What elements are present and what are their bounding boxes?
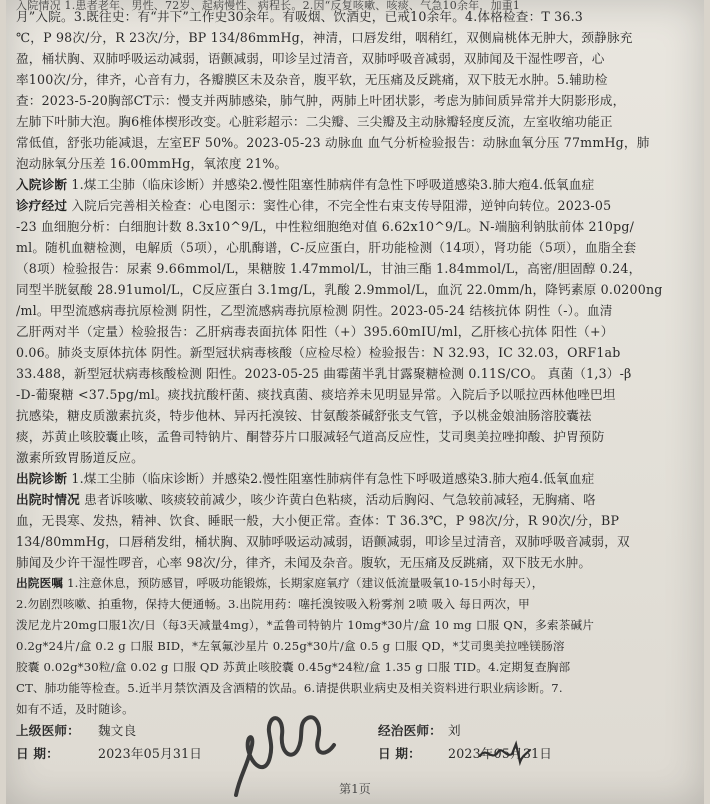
orders-line: 0.2g*24片/盒 0.2 g 口服 BID，*左氧氟沙星片 0.25g*30片/盒 0.5 g 口服 QD，*艾司奥美拉唑镁肠溶 [16, 639, 565, 653]
condition-line: 出院时情况 患者诉咳嗽、咳痰较前减少，咳少许黄白色粘痰，活动后胸闷、气急较前减轻，无胸痛、咯 [16, 492, 596, 507]
admission-line: 月”入院。3.既往史：有“井下”工作史30余年。有吸烟、饮酒史，已戒10余年。4.体格检查：T 36.3 [16, 9, 584, 24]
condition-label: 出院时情况 [16, 492, 80, 507]
course-line: 同型半胱氨酸 28.91umol/L，C反应蛋白 3.1mg/L，乳酸 2.9mmol/L，血沉 22.0mm/h，降钙素原 0.0200ng [16, 282, 663, 297]
course-line: 痰，苏黄止咳胶囊止咳，孟鲁司特钠片、酮替芬片口服减轻气道高反应性，艾司奥美拉唑抑酸、护胃预防 [16, 429, 605, 444]
course-line: （8项）检验报告：尿素 9.66mmol/L，果糖胺 1.47mmol/L，甘油三酯 1.84mmol/L，高密/胆固醇 0.24， [16, 261, 642, 276]
condition-line: 血，无畏寒、发热，精神、饮食、睡眠一般，大小便正常。查体：T 36.3℃，P 98次/分，R 90次/分，BP [16, 513, 620, 528]
condition-line: 134/80mmHg，口唇稍发绀，桶状胸、双肺呼吸运动减弱，语颤减弱，叩诊呈过清音，双肺呼吸音减弱，双 [16, 534, 630, 549]
document-sheet [6, 0, 704, 804]
admission-diagnosis-text: 1.煤工尘肺（临床诊断）并感染2.慢性阻塞性肺病伴有急性下呼吸道感染3.肺大疱4.低氧血症 [67, 177, 595, 192]
page-number: 第1页 [339, 782, 371, 796]
date-right: 2023年05月31日 [448, 746, 553, 761]
date-row [16, 743, 688, 764]
discharge-summary [16, 0, 688, 764]
admission-diagnosis [16, 174, 688, 195]
course-line: ml。随机血糖检测，电解质（5项），心肌酶谱，C-反应蛋白，肝功能检测（14项），肾功能（5项），血脂全套 [16, 240, 637, 255]
admission-section [16, 6, 688, 174]
date-label-left: 日 期： [16, 746, 59, 761]
admission-line: 查：2023-5-20胸部CT示：慢支并两肺感染，肺气肿，两肺上叶团状影，考虑为肺间质异常并大阴影形成， [16, 93, 626, 108]
senior-physician-name: 魏文良 [98, 723, 137, 738]
orders-line: 泼尼龙片20mg口服1次/日（每3天减量4mg），*孟鲁司特钠片 10mg*30片/盒 10 mg 口服 QN，多索茶碱片 [16, 618, 595, 632]
admission-line: 盈，桶状胸、双肺呼吸运动减弱，语颤减弱，叩诊呈过清音，双肺呼吸音减弱，双肺闻及干湿性啰音，心 [16, 51, 605, 66]
discharge-diagnosis-label: 出院诊断 [16, 471, 68, 486]
attending-physician-label: 经治医师： [378, 723, 442, 738]
course-line: 诊疗经过 入院后完善相关检查：心电图示：窦性心律，不完全性右束支传导阻滞，逆钟向转位。2023-05 [16, 198, 612, 213]
course-line: /ml。甲型流感病毒抗原检测 阴性，乙型流感病毒抗原检测 阴性。2023-05-24 结核抗体 阴性（-）。血清 [16, 303, 613, 318]
course-line: 33.488，新型冠状病毒核酸检测 阳性。2023-05-25 曲霉菌半乳甘露聚糖检测 0.11S/CO。 真菌（1,3）-β [16, 366, 632, 381]
course-line: 0.06。肺炎支原体抗体 阴性。新型冠状病毒核酸（应检尽检）检验报告：N 32.93，IC 32.03，ORF1ab [16, 345, 621, 360]
treatment-course-section [16, 195, 688, 468]
admission-line: 率100次/分，律齐，心音有力，各瓣膜区未及杂音，腹平软，无压痛及反跳痛，双下肢无水肿。5.辅助检 [16, 72, 608, 87]
orders-label: 出院医嘱 [16, 576, 64, 590]
senior-physician-label: 上级医师： [16, 723, 80, 738]
orders-line: 出院医嘱 1.注意休息，预防感冒，呼吸功能锻炼，长期家庭氧疗（建议低流量吸氧10-15小时每天）， [16, 576, 544, 590]
signature-scribble [476, 738, 532, 768]
course-line: -23 血细胞分析：白细胞计数 8.3x10^9/L，中性粒细胞绝对值 6.62x10^9/L。N-端脑利钠肽前体 210pg/ [16, 219, 635, 234]
course-line: 激素所致胃肠道反应。 [16, 450, 144, 465]
attending-physician-name: 刘 [448, 723, 461, 738]
course-line: 乙肝两对半（定量）检验报告：乙肝病毒表面抗体 阳性（+）395.60mIU/ml，乙肝核心抗体 阳性（+） [16, 324, 614, 339]
discharge-orders-section [16, 573, 688, 720]
date-label-right: 日 期： [378, 746, 421, 761]
admission-line: 泡动脉氧分压差 16.00mmHg，氧浓度 21%。 [16, 156, 288, 171]
condition-line: 肺闻及少许干湿性啰音，心率 98次/分，律齐，未闻及杂音。腹软，无压痛及反跳痛，双下肢无水肿。 [16, 555, 592, 570]
orders-line: 如有不适，及时随诊。 [16, 702, 134, 716]
course-line: 抗感染，糖皮质激素抗炎，特步他林、异丙托溴铵、甘氨酸茶碱舒张支气管，予以桃金娘油肠溶胶囊祛 [16, 408, 592, 423]
header-cutoff-line: 入院情况 1.患者老年、男性、72岁、起病慢性、病程长。2.因“反复咳嗽、咳痰、气急10余年，加重1 [16, 0, 521, 12]
discharge-diagnosis-text: 1.煤工尘肺（临床诊断）并感染2.慢性阻塞性肺病伴有急性下呼吸道感染3.肺大疱4.低氧血症 [67, 471, 595, 486]
admission-line: ℃，P 98次/分，R 23次/分，BP 134/86mmHg，神清，口唇发绀，咽稍红，双侧扁桃体无肿大，颈静脉充 [16, 30, 633, 45]
admission-line: 左肺下叶肺大泡。胸6椎体楔形改变。心脏彩超示：二尖瓣、三尖瓣及主动脉瓣轻度反流，左室收缩功能正 [16, 114, 613, 129]
admission-diagnosis-label: 入院诊断 [16, 177, 68, 192]
course-label: 诊疗经过 [16, 198, 68, 213]
orders-line: 2.勿剧烈咳嗽、拍重物，保持大便通畅。3.出院用药：噻托溴铵吸入粉雾剂 2喷 吸入 每日两次，甲 [16, 597, 530, 611]
discharge-condition-section [16, 489, 688, 573]
signature-row [16, 720, 688, 741]
date-left: 2023年05月31日 [98, 746, 203, 761]
admission-line: 常低值，舒张功能减退，左室EF 50%。2023-05-23 动脉血 血气分析检验报告：动脉血氧分压 77mmHg，肺 [16, 135, 650, 150]
orders-line: CT、肺功能等检查。5.近半月禁饮酒及含酒精的饮品。6.请提供职业病史及相关资料进行职业病诊断。7. [16, 681, 563, 695]
orders-line: 胶囊 0.02g*30粒/盒 0.02 g 口服 QD 苏黄止咳胶囊 0.45g*24粒/盒 1.35 g 口服 TID。4.定期复查胸部 [16, 660, 571, 674]
discharge-diagnosis [16, 468, 688, 489]
course-line: -D-葡聚糖 <37.5pg/ml。痰找抗酸杆菌、痰找真菌、痰培养未见明显异常。入院后予以哌拉西林他唑巴坦 [16, 387, 616, 402]
